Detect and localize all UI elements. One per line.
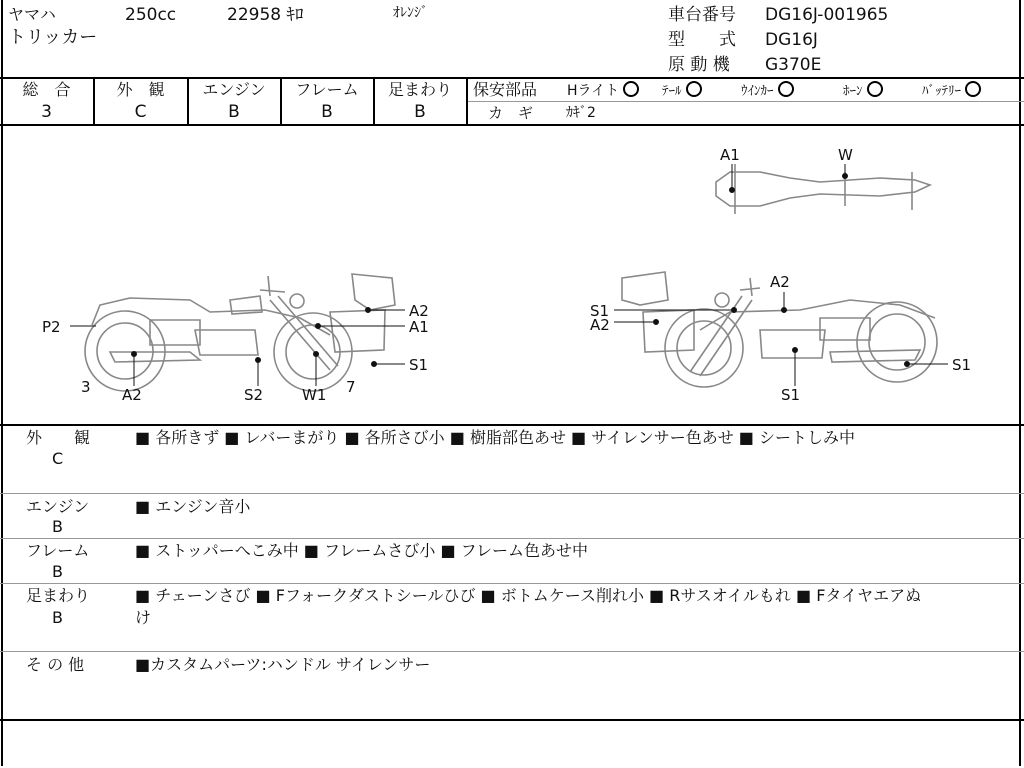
model-name: トリッカー (8, 27, 98, 48)
key-label: カ ギ (488, 104, 534, 122)
divider (0, 719, 1024, 721)
section-grade: B (52, 608, 63, 627)
type-value: DG16J (765, 30, 818, 50)
section-grade: B (52, 562, 63, 581)
key-value: ｶｷﾞ2 (566, 105, 596, 121)
section-label: そ の 他 (26, 655, 85, 674)
divider (0, 651, 1024, 652)
engine-label: 原 動 機 (668, 55, 730, 75)
grade-label: 総 合 (22, 80, 71, 99)
section-remarks: ■ チェーンさび ■ Fフォークダストシールひび ■ ボトムケース削れ小 ■ Rサスオイルもれ ■ Fタイヤエアぬ (135, 586, 922, 605)
damage-label: A2 (770, 273, 790, 291)
section-label: 足まわり (26, 586, 91, 605)
grade-value: C (134, 102, 147, 122)
damage-label: W (838, 146, 853, 164)
section-remarks: ■ 各所きず ■ レバーまがり ■ 各所さび小 ■ 樹脂部色あせ ■ サイレンサー色あせ ■ シートしみ中 (135, 428, 856, 447)
section-remarks: ■ ストッパーへこみ中 ■ フレームさび小 ■ フレーム色あせ中 (135, 541, 589, 560)
divider (0, 538, 1024, 539)
section-remarks: ■カスタムパーツ:ハンドル サイレンサー (135, 655, 431, 674)
divider (0, 583, 1024, 584)
damage-label: S1 (409, 356, 429, 374)
grade-value: B (321, 102, 333, 122)
divider (0, 493, 1024, 494)
grade-value: 3 (41, 102, 52, 122)
displacement: 250cc (125, 5, 177, 25)
damage-label: 7 (346, 378, 356, 396)
safety-item-label: ﾊﾞｯﾃﾘｰ (922, 84, 961, 99)
section-grade: C (52, 449, 64, 468)
section-remarks: ■ エンジン音小 (135, 497, 251, 516)
safety-item-label: ﾎｰﾝ (843, 84, 863, 99)
grade-label: エンジン (202, 80, 266, 99)
damage-label: S1 (590, 302, 610, 320)
damage-label: S2 (244, 386, 264, 404)
safety-label: 保安部品 (473, 80, 538, 99)
damage-label: S1 (952, 356, 972, 374)
damage-label: S1 (781, 386, 801, 404)
damage-label: A1 (409, 318, 429, 336)
damage-label: P2 (42, 318, 61, 336)
type-label: 型 式 (668, 30, 736, 50)
section-grade: B (52, 517, 63, 536)
maker: ヤマハ (8, 5, 56, 24)
grade-label: 足まわり (387, 80, 452, 99)
section-label: エンジン (26, 497, 90, 516)
damage-label: A2 (122, 386, 142, 404)
damage-label: A2 (590, 316, 610, 334)
grade-value: B (228, 102, 240, 122)
grade-value: B (414, 102, 426, 122)
damage-label: W1 (302, 386, 327, 404)
section-label: 外 観 (26, 428, 91, 447)
mileage: 22958 ｷﾛ (227, 5, 304, 25)
grade-label: フレーム (295, 80, 359, 99)
frame-no-label: 車台番号 (668, 5, 736, 25)
damage-label: A1 (720, 146, 740, 164)
body-color: ｵﾚﾝｼﾞ (393, 5, 428, 21)
engine-value: G370E (765, 55, 822, 75)
safety-item-label: Hライト (567, 83, 620, 99)
safety-item-label: ﾃｰﾙ (662, 84, 682, 99)
section-remarks: け (135, 608, 152, 627)
damage-label: 3 (81, 378, 91, 396)
grade-label: 外 観 (116, 80, 165, 99)
safety-item-label: ｳｲﾝｶｰ (741, 84, 774, 99)
frame-no: DG16J-001965 (765, 5, 889, 25)
section-label: フレーム (26, 541, 90, 560)
damage-label: A2 (409, 302, 429, 320)
